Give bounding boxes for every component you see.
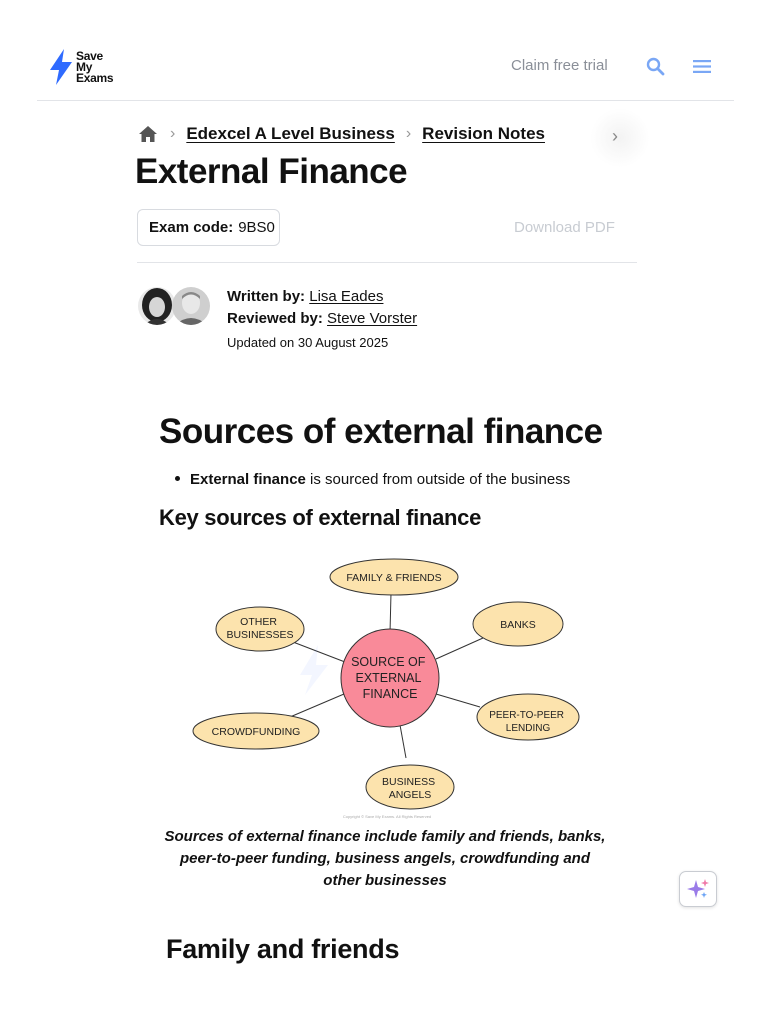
diagram-caption: Sources of external finance include family and friends, banks, peer-to-peer funding, business angels, crowdfunding and other businesses — [164, 828, 606, 889]
svg-text:OTHER BUSINESSES: OTHER BUSINESSES — [226, 616, 294, 641]
site-header — [0, 0, 768, 100]
section-heading: Sources of external finance — [159, 412, 603, 451]
divider — [137, 262, 637, 263]
search-icon[interactable] — [645, 56, 667, 78]
claim-free-trial-link[interactable]: Claim free trial — [511, 57, 608, 74]
external-finance-diagram — [190, 555, 582, 823]
diagram-copyright: Copyright © Save My Exams. All Rights Reserved — [342, 814, 432, 819]
menu-icon[interactable] — [692, 58, 712, 76]
bullet-term: External finance — [190, 471, 306, 488]
breadcrumb-link-revision-notes[interactable]: Revision Notes — [422, 124, 545, 143]
breadcrumb-link-course[interactable]: Edexcel A Level Business — [186, 124, 395, 143]
node-other-businesses — [216, 607, 304, 651]
svg-text:PEER-TO-PEER LENDING: PEER-TO-PEER LENDING — [489, 710, 565, 734]
home-icon[interactable] — [137, 124, 159, 144]
section-heading-family: Family and friends — [166, 934, 400, 964]
svg-text:BANKS: BANKS — [500, 619, 536, 631]
reviewer-link[interactable]: Steve Vorster — [327, 310, 418, 327]
logo[interactable] — [48, 48, 113, 86]
author-info — [227, 286, 417, 354]
node-banks — [473, 602, 563, 646]
node-crowdfunding — [193, 713, 319, 749]
avatar[interactable] — [172, 287, 210, 325]
lightning-bolt-icon — [48, 48, 74, 86]
node-family-friends — [330, 559, 458, 595]
ai-assistant-button[interactable] — [679, 871, 717, 907]
exam-code-badge — [137, 209, 280, 246]
reviewed-by-label: Reviewed by: — [227, 310, 323, 327]
updated-date: Updated on 30 August 2025 — [227, 335, 389, 350]
exam-code-label: Exam code: — [149, 219, 234, 236]
center-label-line: FINANCE — [362, 687, 418, 701]
svg-text:SOURCE OF EXTERNAL — [351, 655, 429, 701]
chevron-right-icon: › — [405, 125, 412, 142]
sparkle-icon — [680, 872, 716, 906]
chevron-right-icon: › — [612, 126, 618, 146]
svg-text:CROWDFUNDING: CROWDFUNDING — [211, 726, 301, 738]
node-peer-to-peer — [477, 694, 579, 740]
exam-code-value: 9BS0 — [238, 219, 275, 236]
list-item — [175, 471, 570, 488]
breadcrumb — [137, 124, 545, 144]
svg-text:BUSINESS ANGELS: BUSINESS ANGELS — [381, 776, 436, 801]
author-link[interactable]: Lisa Eades — [309, 288, 384, 305]
subheading: Key sources of external finance — [159, 505, 482, 530]
center-node — [341, 629, 439, 727]
avatar[interactable] — [138, 287, 176, 325]
author-avatars — [138, 287, 212, 327]
bullet-dot — [175, 476, 180, 481]
svg-text:FAMILY & FRIENDS: FAMILY & FRIENDS — [346, 572, 442, 584]
page-title: External Finance — [135, 152, 408, 191]
written-by-label: Written by: — [227, 288, 306, 305]
breadcrumb-scroll-button[interactable] — [590, 108, 650, 168]
diagram-watermark — [300, 645, 328, 695]
center-label-line: EXTERNAL — [355, 671, 422, 685]
header-divider — [37, 100, 734, 101]
download-pdf-button[interactable]: Download PDF — [514, 219, 615, 236]
logo-text: Save My Exams — [76, 48, 114, 85]
bullet-text: is sourced from outside of the business — [305, 471, 571, 488]
chevron-right-icon: › — [170, 125, 176, 142]
node-business-angels — [366, 765, 454, 809]
center-label-line: SOURCE OF — [351, 655, 426, 669]
